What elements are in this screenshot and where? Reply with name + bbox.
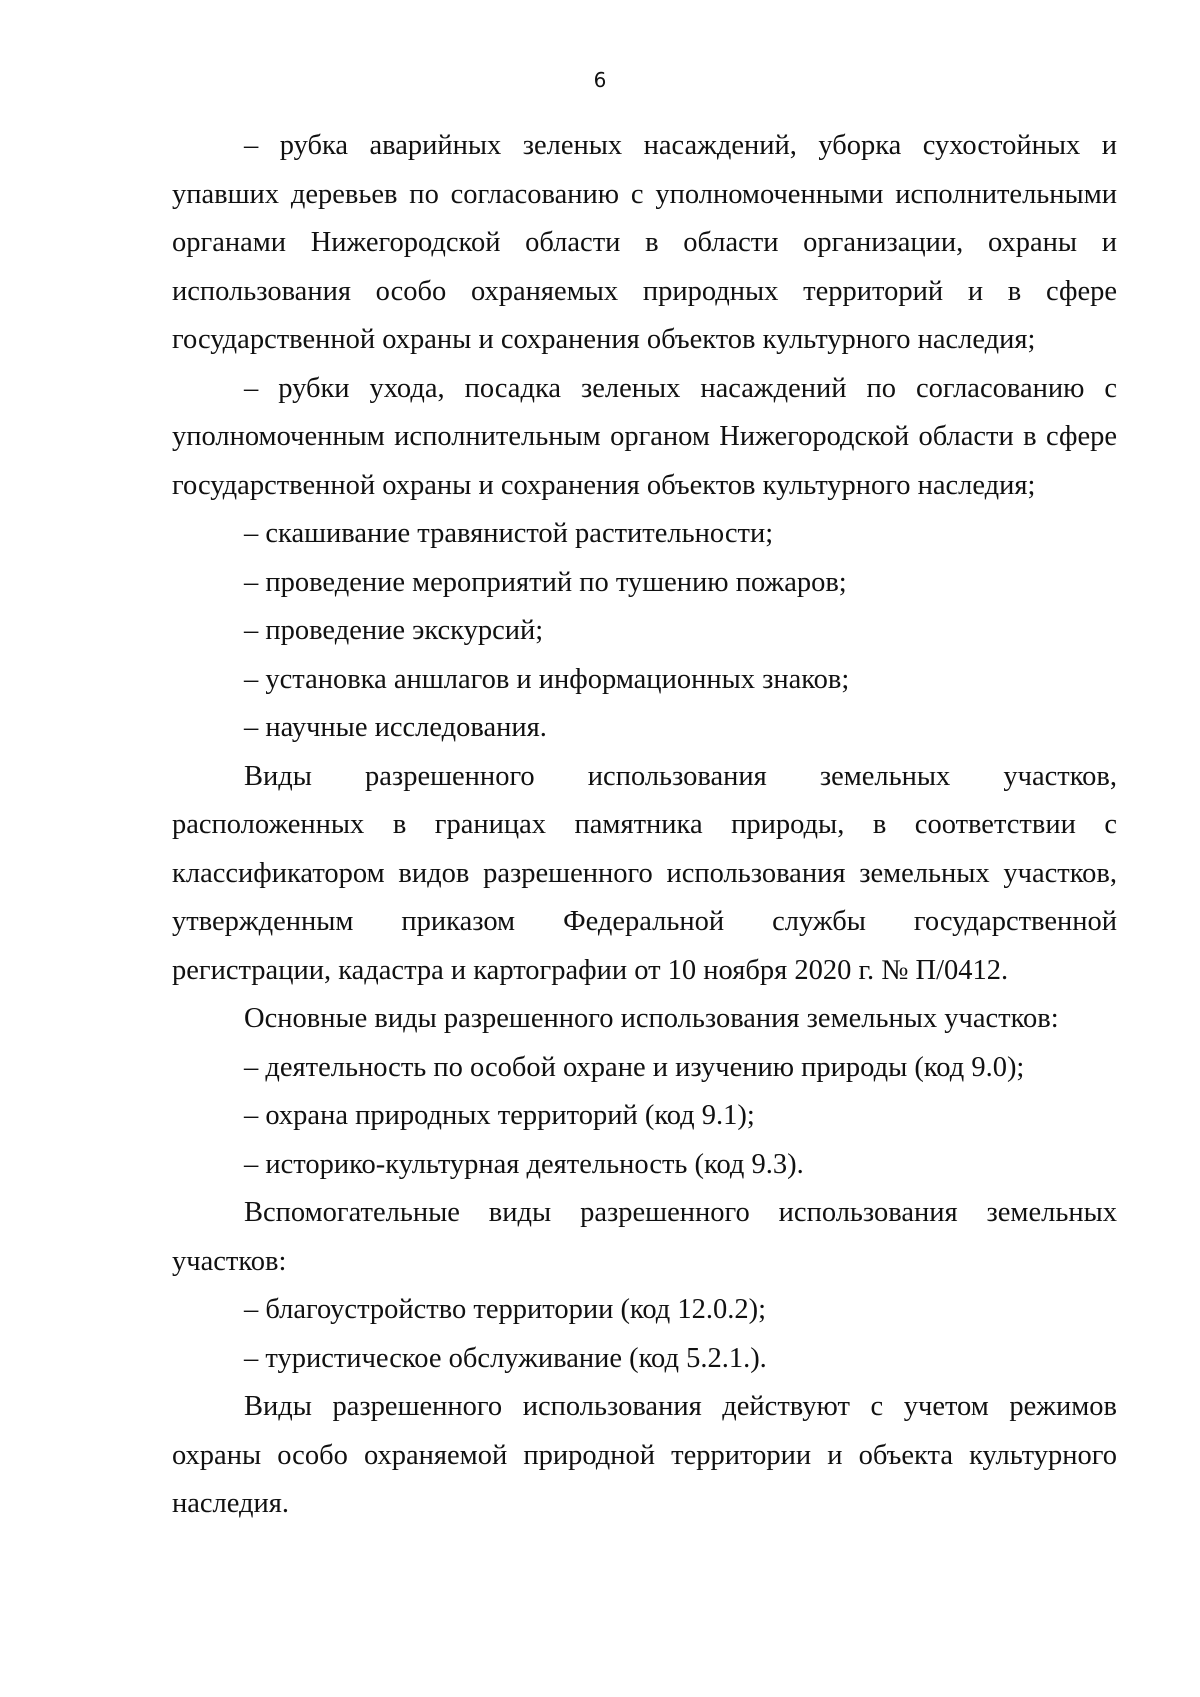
paragraph-code-5-2-1: – туристическое обслуживание (код 5.2.1.). [244,1342,767,1374]
paragraph-code-9-3: – историко-культурная деятельность (код 9.3). [244,1148,804,1180]
paragraph-excursions: – проведение экскурсий; [244,615,544,646]
paragraph-code-9-1: – охрана природных территорий (код 9.1); [244,1100,755,1131]
document-body [172,122,1117,1529]
paragraph-code-12-0-2: – благоустройство территории (код 12.0.2); [244,1294,767,1325]
paragraph-land-use-types: Виды разрешенного использования земельных участков, расположенных в границах памятника природы, в соответствии с классификатором видов разрешенного использования земельных участков, утвержденным приказом Федеральной службы государственной регистрации, кадастра и картографии от 10 ноября 2020 г. № П/0412. [172,760,1117,986]
paragraph-mowing: – скашивание травянистой растительности; [244,518,774,549]
paragraph-care-felling: – рубки ухода, посадка зеленых насаждений по согласованию с уполномоченным исполнительным органом Нижегородской области в сфере государственной охраны и сохранения объектов культурного наследия; [172,372,1117,501]
page-number: 6 [593,68,607,92]
paragraph-auxiliary-uses-heading: Вспомогательные виды разрешенного использования земельных участков: [172,1197,1117,1277]
paragraph-signs: – установка аншлагов и информационных знаков; [244,663,850,695]
paragraph-protection-regimes: Виды разрешенного использования действуют с учетом режимов охраны особо охраняемой природной территории и объекта культурного наследия. [172,1391,1117,1519]
paragraph-code-9-0: – деятельность по особой охране и изучению природы (код 9.0); [244,1051,1025,1083]
paragraph-main-uses-heading: Основные виды разрешенного использования земельных участков: [244,1003,1059,1034]
paragraph-fire-fighting: – проведение мероприятий по тушению пожаров; [244,566,847,598]
paragraph-research: – научные исследования. [244,712,547,743]
paragraph-emergency-felling: – рубка аварийных зеленых насаждений, уборка сухостойных и упавших деревьев по согласованию с уполномоченными исполнительными органами Нижегородской области в области организации, охраны и использования особо охраняемых природных территорий и в сфере государственной охраны и сохранения объектов культурного наследия; [172,130,1117,355]
